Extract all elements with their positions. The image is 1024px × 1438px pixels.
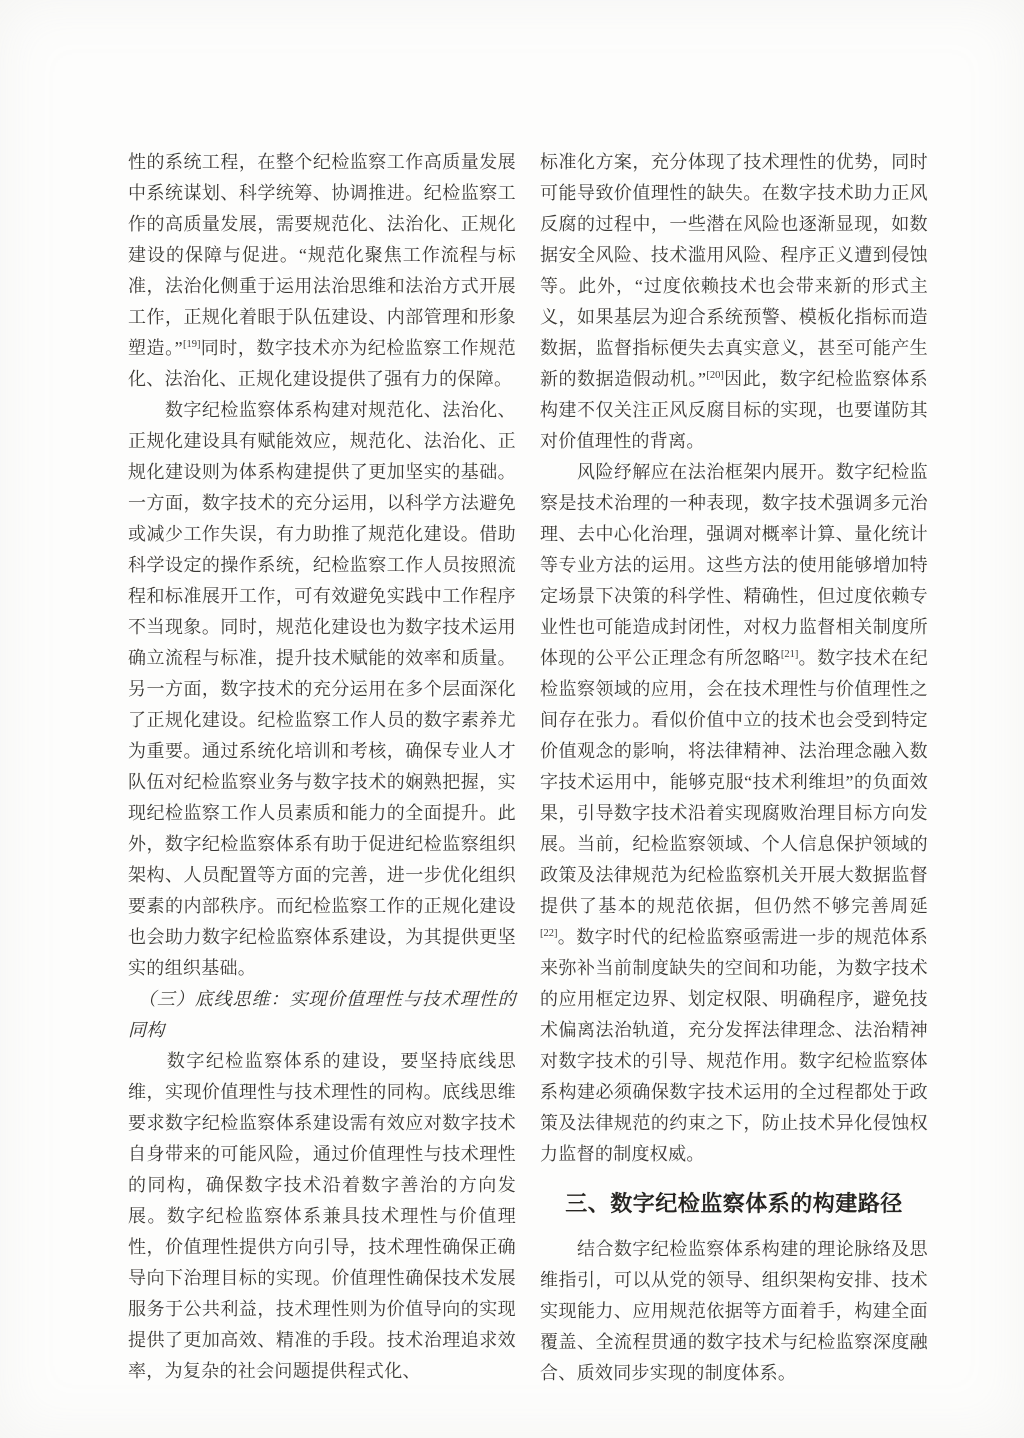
right-column <box>540 147 928 1389</box>
footnote-ref: [22] <box>540 928 558 939</box>
paragraph-continuation: 性的系统工程，在整个纪检监察工作高质量发展中系统谋划、科学统筹、协调推进。纪检监察工作的高质量发展，需要规范化、法治化、正规化建设的保障与促进。“规范化聚焦工作流程与标准，法治化侧重于运用法治思维和法治方式开展工作，正规化着眼于队伍建设、内部管理和形象塑造。”[19]同时，数字技术亦为纪检监察工作规范化、法治化、正规化建设提供了强有力的保障。 <box>128 152 516 389</box>
paragraph: 数字纪检监察体系构建对规范化、法治化、正规化建设具有赋能效应，规范化、法治化、正规化建设则为体系构建提供了更加坚实的基础。一方面，数字技术的充分运用，以科学方法避免或减少工作失误，有力助推了规范化建设。借助科学设定的操作系统，纪检监察工作人员按照流程和标准展开工作，可有效避免实践中工作程序不当现象。同时，规范化建设也为数字技术运用确立流程与标准，提升技术赋能的效率和质量。另一方面，数字技术的充分运用在多个层面深化了正规化建设。纪检监察工作人员的数字素养尤为重要。通过系统化培训和考核，确保专业人才队伍对纪检监察业务与数字技术的娴熟把握，实现纪检监察工作人员素质和能力的全面提升。此外，数字纪检监察体系有助于促进纪检监察组织架构、人员配置等方面的完善，进一步优化组织要素的内部秩序。而纪检监察工作的正规化建设也会助力数字纪检监察体系建设，为其提供更坚实的组织基础。 <box>128 400 516 978</box>
paragraph-continuation: 标准化方案，充分体现了技术理性的优势，同时可能导致价值理性的缺失。在数字技术助力正风反腐的过程中，一些潜在风险也逐渐显现，如数据安全风险、技术滥用风险、程序正义遭到侵蚀等。此外，“过度依赖技术也会带来新的形式主义，如果基层为迎合系统预警、模板化指标而造数据，监督指标便失去真实意义，甚至可能产生新的数据造假动机。”[20]因此，数字纪检监察体系构建不仅关注正风反腐目标的实现，也要谨防其对价值理性的背离。 <box>540 152 928 451</box>
paragraph: 风险纾解应在法治框架内展开。数字纪检监察是技术治理的一种表现，数字技术强调多元治理、去中心化治理，强调对概率计算、量化统计等专业方法的运用。这些方法的使用能够增加特定场景下决策的科学性、精确性，但过度依赖专业性也可能造成封闭性，对权力监督相关制度所体现的公平公正理念有所忽略[21]。数字技术在纪检监察领域的应用，会在技术理性与价值理性之间存在张力。看似价值中立的技术也会受到特定价值观念的影响，将法律精神、法治理念融入数字技术运用中，能够克服“技术利维坦”的负面效果，引导数字技术沿着实现腐败治理目标方向发展。当前，纪检监察领域、个人信息保护领域的政策及法律规范为纪检监察机关开展大数据监督提供了基本的规范依据，但仍然不够完善周延[22]。数字时代的纪检监察亟需进一步的规范体系来弥补当前制度缺失的空间和功能，为数字技术的应用框定边界、划定权限、明确程序，避免技术偏离法治轨道，充分发挥法律理念、法治精神对数字技术的引导、规范作用。数字纪检监察体系构建必须确保数字技术运用的全过程都处于政策及法律规范的约束之下，防止技术异化侵蚀权力监督的制度权威。 <box>540 462 928 1164</box>
section-heading: 三、数字纪检监察体系的构建路径 <box>565 1191 903 1216</box>
subsection-heading: （三）底线思维：实现价值理性与技术理性的同构 <box>128 989 516 1040</box>
left-column <box>128 147 516 1387</box>
paragraph: 数字纪检监察体系的建设，要坚持底线思维，实现价值理性与技术理性的同构。底线思维要求数字纪检监察体系建设需有效应对数字技术自身带来的可能风险，通过价值理性与技术理性的同构，确保数字技术沿着数字善治的方向发展。数字纪检监察体系兼具技术理性与价值理性，价值理性提供方向引导，技术理性确保正确导向下治理目标的实现。价值理性确保技术发展服务于公共利益，技术理性则为价值导向的实现提供了更加高效、精准的手段。技术治理追求效率，为复杂的社会问题提供程式化、 <box>128 1051 516 1381</box>
paragraph: 结合数字纪检监察体系构建的理论脉络及思维指引，可以从党的领导、组织架构安排、技术实现能力、应用规范依据等方面着手，构建全面覆盖、全流程贯通的数字技术与纪检监察深度融合、质效同步实现的制度体系。 <box>540 1239 928 1383</box>
footnote-ref: [21] <box>780 649 799 660</box>
footnote-ref: [19] <box>182 339 201 350</box>
footnote-ref: [20] <box>706 370 724 381</box>
